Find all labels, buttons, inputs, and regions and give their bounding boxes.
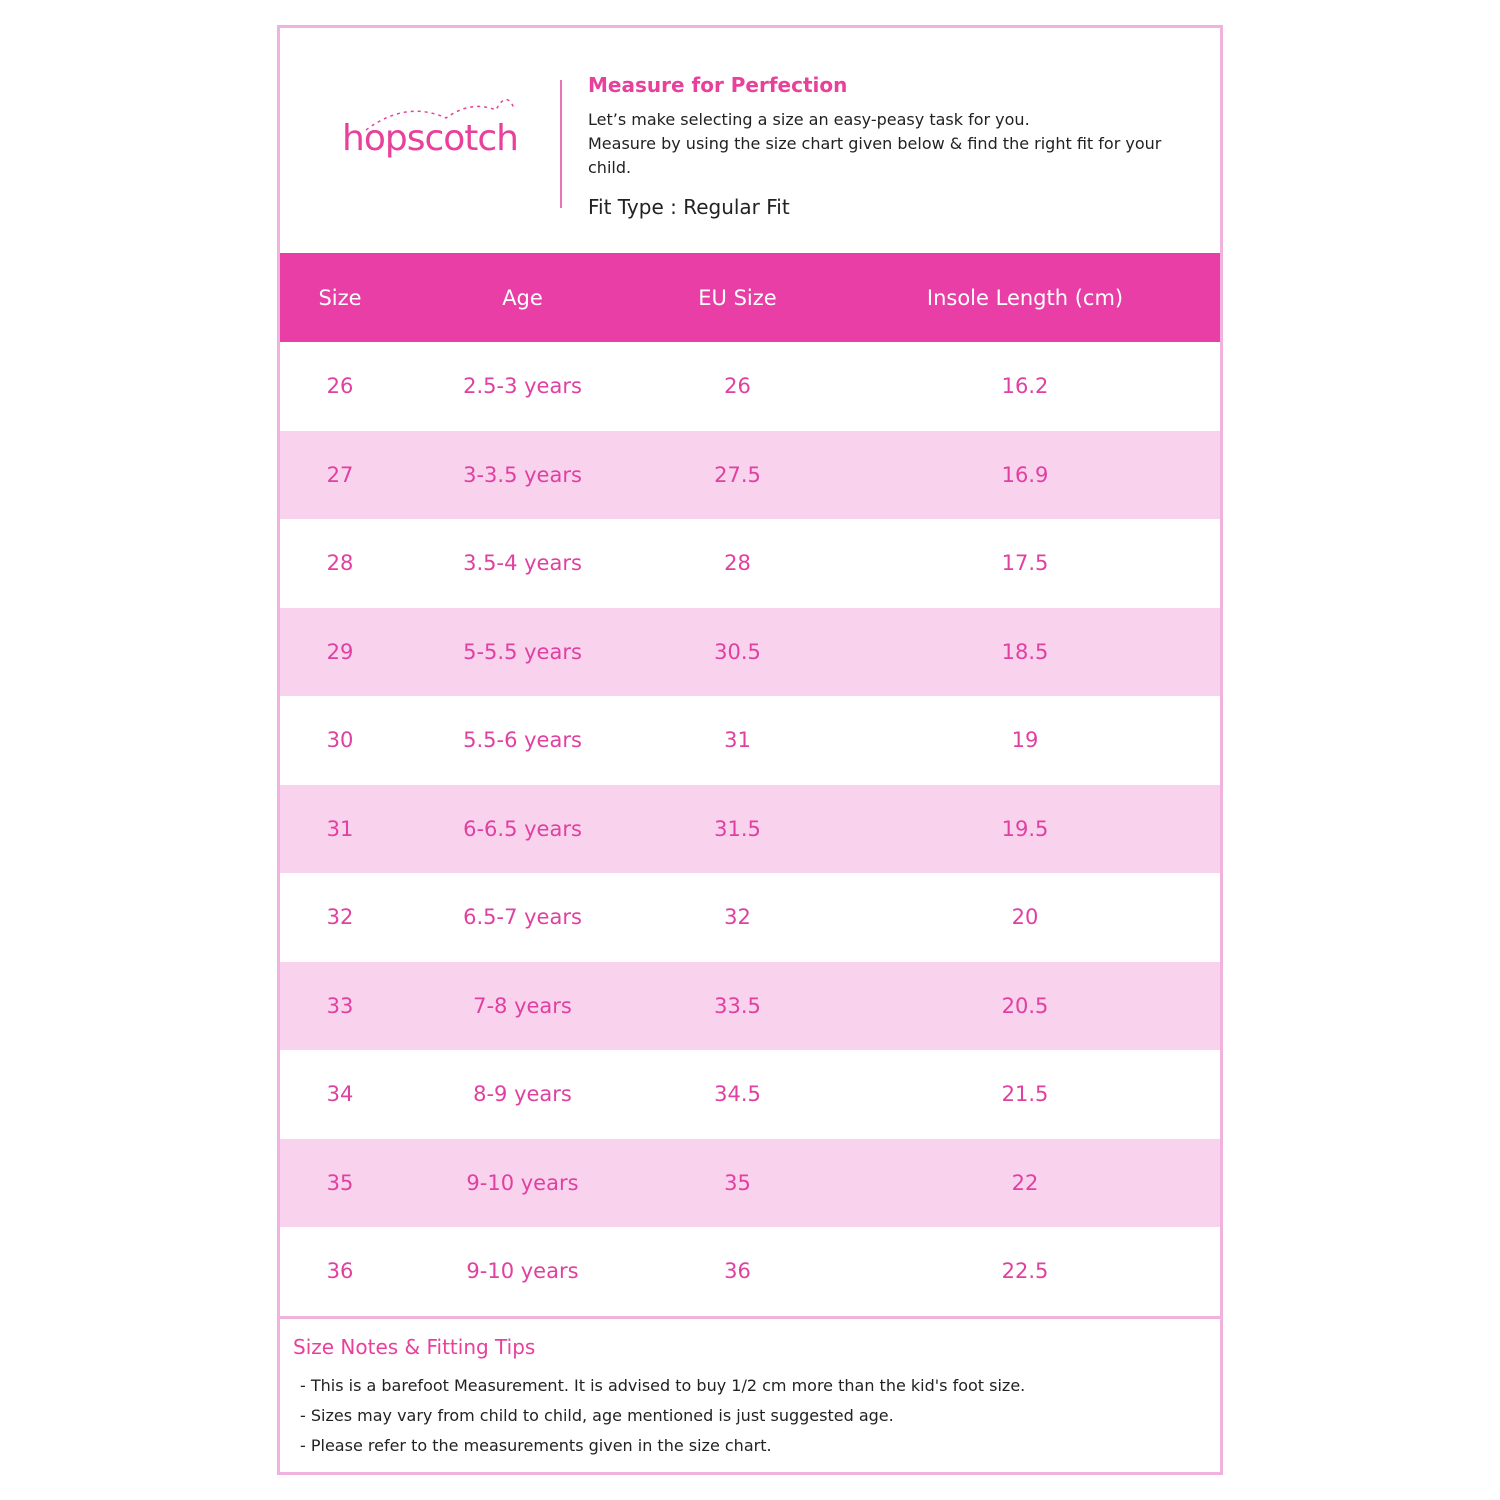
fit-type: Fit Type : Regular Fit bbox=[588, 195, 790, 219]
cell-size: 26 bbox=[280, 342, 400, 431]
cell-insole: 21.5 bbox=[830, 1050, 1220, 1139]
note-item: - This is a barefoot Measurement. It is advised to buy 1/2 cm more than the kid's foot size. bbox=[300, 1376, 1026, 1395]
cell-age: 7-8 years bbox=[400, 962, 645, 1051]
cell-eu-size: 30.5 bbox=[645, 608, 830, 697]
cell-eu-size: 28 bbox=[645, 519, 830, 608]
cell-eu-size: 35 bbox=[645, 1139, 830, 1228]
table-header-row bbox=[280, 253, 1220, 342]
cell-eu-size: 27.5 bbox=[645, 431, 830, 520]
cell-eu-size: 26 bbox=[645, 342, 830, 431]
cell-size: 32 bbox=[280, 873, 400, 962]
cell-size: 35 bbox=[280, 1139, 400, 1228]
intro-title: Measure for Perfection bbox=[588, 73, 848, 97]
cell-age: 5.5-6 years bbox=[400, 696, 645, 785]
table-row bbox=[280, 608, 1220, 697]
size-table bbox=[280, 253, 1220, 1316]
header-insole-length: Insole Length (cm) bbox=[830, 253, 1220, 342]
cell-eu-size: 31.5 bbox=[645, 785, 830, 874]
cell-size: 30 bbox=[280, 696, 400, 785]
cell-insole: 17.5 bbox=[830, 519, 1220, 608]
cell-size: 31 bbox=[280, 785, 400, 874]
cell-age: 3.5-4 years bbox=[400, 519, 645, 608]
cell-size: 28 bbox=[280, 519, 400, 608]
logo-text: hopscotch bbox=[342, 118, 518, 159]
cell-insole: 16.9 bbox=[830, 431, 1220, 520]
note-item: - Sizes may vary from child to child, age mentioned is just suggested age. bbox=[300, 1406, 894, 1425]
cell-size: 27 bbox=[280, 431, 400, 520]
header-divider bbox=[560, 80, 562, 208]
cell-insole: 20 bbox=[830, 873, 1220, 962]
size-chart-card bbox=[277, 25, 1223, 1475]
cell-eu-size: 32 bbox=[645, 873, 830, 962]
cell-insole: 16.2 bbox=[830, 342, 1220, 431]
intro-line-2: Measure by using the size chart given below & find the right fit for your child. bbox=[588, 134, 1162, 177]
cell-insole: 22.5 bbox=[830, 1227, 1220, 1316]
cell-insole: 19.5 bbox=[830, 785, 1220, 874]
cell-age: 6-6.5 years bbox=[400, 785, 645, 874]
table-row bbox=[280, 873, 1220, 962]
header-size: Size bbox=[280, 253, 400, 342]
cell-insole: 22 bbox=[830, 1139, 1220, 1228]
cell-eu-size: 33.5 bbox=[645, 962, 830, 1051]
table-row bbox=[280, 696, 1220, 785]
table-row bbox=[280, 1227, 1220, 1316]
table-row bbox=[280, 962, 1220, 1051]
cell-age: 2.5-3 years bbox=[400, 342, 645, 431]
cell-age: 9-10 years bbox=[400, 1139, 645, 1228]
notes-title: Size Notes & Fitting Tips bbox=[293, 1335, 536, 1359]
cell-age: 9-10 years bbox=[400, 1227, 645, 1316]
notes-list bbox=[300, 1371, 1025, 1461]
cell-age: 5-5.5 years bbox=[400, 608, 645, 697]
table-row bbox=[280, 519, 1220, 608]
cell-age: 8-9 years bbox=[400, 1050, 645, 1139]
table-row bbox=[280, 431, 1220, 520]
cell-eu-size: 31 bbox=[645, 696, 830, 785]
table-row bbox=[280, 1139, 1220, 1228]
table-row bbox=[280, 785, 1220, 874]
header-eu-size: EU Size bbox=[645, 253, 830, 342]
size-notes bbox=[280, 1316, 1220, 1475]
cell-insole: 20.5 bbox=[830, 962, 1220, 1051]
cell-insole: 19 bbox=[830, 696, 1220, 785]
cell-size: 33 bbox=[280, 962, 400, 1051]
header-age: Age bbox=[400, 253, 645, 342]
cell-eu-size: 34.5 bbox=[645, 1050, 830, 1139]
cell-size: 34 bbox=[280, 1050, 400, 1139]
table-row bbox=[280, 1050, 1220, 1139]
cell-size: 36 bbox=[280, 1227, 400, 1316]
intro-block bbox=[588, 72, 1188, 220]
cell-age: 3-3.5 years bbox=[400, 431, 645, 520]
table-row bbox=[280, 342, 1220, 431]
cell-size: 29 bbox=[280, 608, 400, 697]
cell-age: 6.5-7 years bbox=[400, 873, 645, 962]
brand-logo bbox=[336, 90, 536, 180]
cell-insole: 18.5 bbox=[830, 608, 1220, 697]
chart-header bbox=[280, 28, 1220, 253]
intro-line-1: Let’s make selecting a size an easy-peasy task for you. bbox=[588, 110, 1030, 129]
cell-eu-size: 36 bbox=[645, 1227, 830, 1316]
note-item: - Please refer to the measurements given in the size chart. bbox=[300, 1436, 772, 1455]
